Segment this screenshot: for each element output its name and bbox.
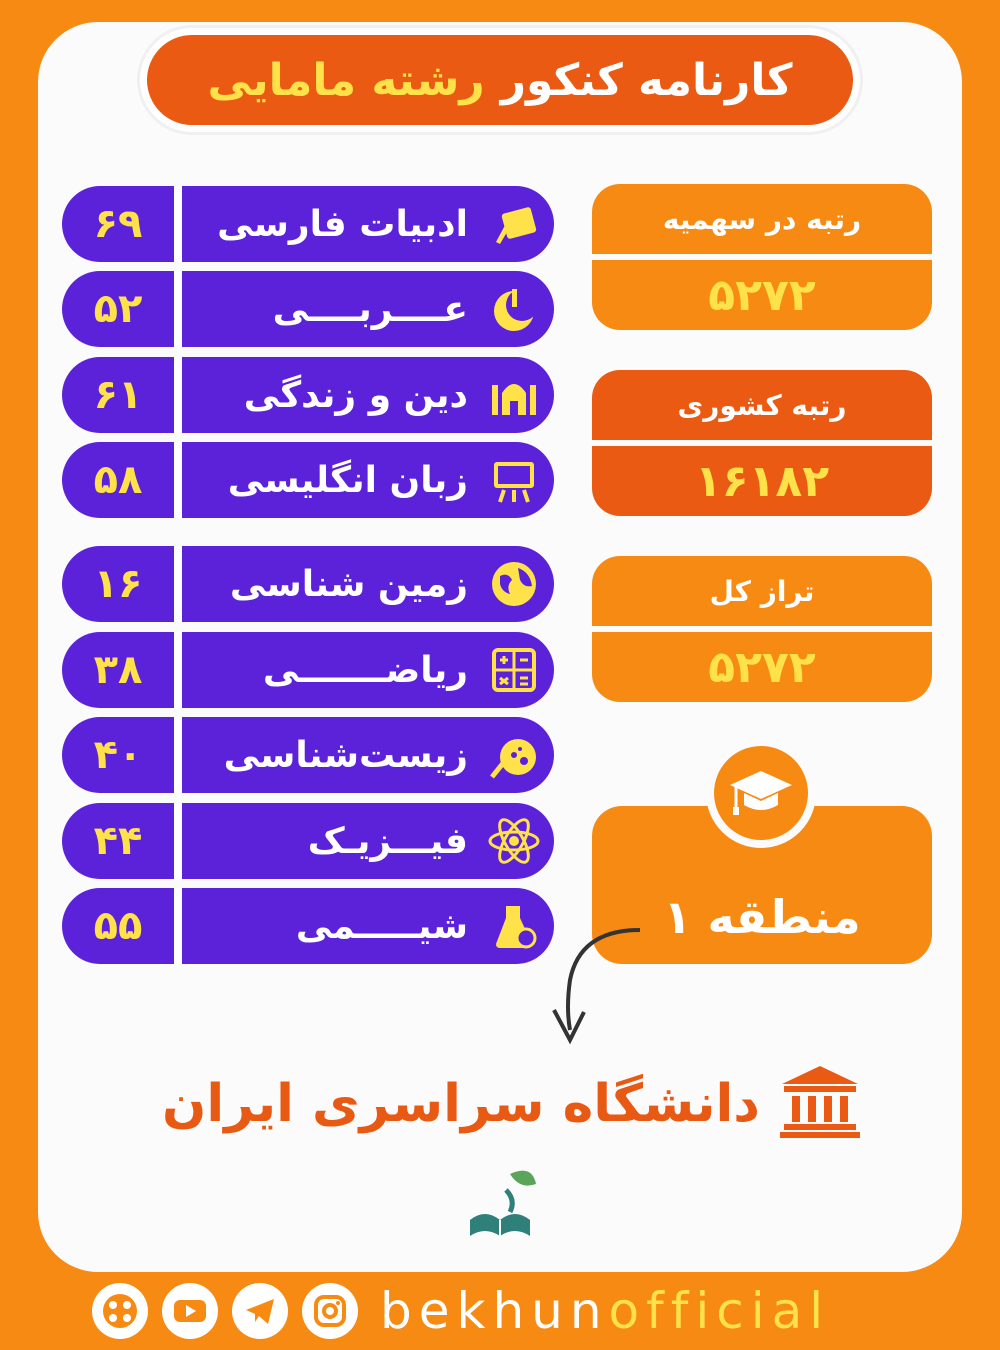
telegram-icon[interactable]	[232, 1283, 288, 1339]
subject-row-chemistry	[62, 888, 554, 964]
subject-name: فیـــزیـک	[307, 820, 468, 862]
subject-row-math	[62, 632, 554, 708]
brand-part2: official	[608, 1282, 831, 1340]
subject-row-english	[62, 442, 554, 518]
quota-rank-label: رتبه در سهمیه	[592, 184, 932, 254]
national-rank-value: ۱۶۱۸۲	[592, 446, 932, 516]
flask-icon	[482, 894, 546, 958]
subject-score: ۶۱	[93, 372, 143, 418]
subject-score: ۵۲	[93, 286, 143, 332]
instagram-icon[interactable]	[302, 1283, 358, 1339]
subject-score: ۳۸	[93, 647, 143, 693]
brand-handle	[380, 1282, 830, 1340]
subject-name: زیست‌شناسی	[223, 734, 468, 776]
youtube-icon[interactable]	[162, 1283, 218, 1339]
subject-row-religion	[62, 357, 554, 433]
bekhun-logo	[440, 1160, 560, 1260]
social-links	[92, 1283, 358, 1339]
subject-name: شیـــــمی	[295, 905, 468, 947]
subject-row-literature	[62, 186, 554, 262]
total-score	[592, 556, 932, 702]
mosque-icon	[482, 363, 546, 427]
subject-row-biology	[62, 717, 554, 793]
subject-name: دین و زندگی	[243, 374, 468, 416]
atom-icon	[482, 809, 546, 873]
total-score-label: تراز کل	[592, 556, 932, 626]
subject-name: ریاضـــــــی	[262, 649, 468, 691]
brand-part1: bekhun	[380, 1282, 609, 1340]
crescent-icon	[482, 277, 546, 341]
arrow-icon	[540, 920, 660, 1050]
subject-score: ۵۵	[93, 903, 143, 949]
subject-score: ۴۴	[93, 818, 143, 864]
national-rank-label: رتبه کشوری	[592, 370, 932, 440]
page-title	[140, 28, 860, 132]
abc-board-icon	[482, 448, 546, 512]
globe-icon	[482, 552, 546, 616]
region-label: منطقه ۱	[663, 890, 861, 944]
subject-score: ۵۸	[93, 457, 143, 503]
quota-rank	[592, 184, 932, 330]
aparat-icon[interactable]	[92, 1283, 148, 1339]
subject-name: عــــربــــی	[272, 288, 468, 330]
subject-row-arabic	[62, 271, 554, 347]
subject-name: زبان انگلیسی	[227, 459, 468, 501]
footer	[0, 1272, 1000, 1350]
subject-name: زمین شناسی	[229, 563, 468, 605]
subject-row-geology	[62, 546, 554, 622]
university-label: دانشگاه سراسری ایران	[162, 1074, 760, 1134]
title-part1: کارنامه کنکور	[500, 54, 793, 106]
subject-score: ۴۰	[93, 732, 143, 778]
petri-dish-icon	[482, 723, 546, 787]
title-part2: رشته مامایی	[207, 54, 485, 106]
subject-score: ۶۹	[93, 201, 143, 247]
subject-name: ادبیات فارسی	[217, 203, 468, 245]
quota-rank-value: ۵۲۷۲	[592, 260, 932, 330]
graduation-cap-icon	[706, 738, 816, 848]
calculator-icon	[482, 638, 546, 702]
university-building-icon	[778, 1062, 862, 1138]
subject-row-physics	[62, 803, 554, 879]
book-quill-icon	[482, 192, 546, 256]
total-score-value: ۵۲۷۲	[592, 632, 932, 702]
national-rank	[592, 370, 932, 516]
subject-score: ۱۶	[93, 561, 143, 607]
